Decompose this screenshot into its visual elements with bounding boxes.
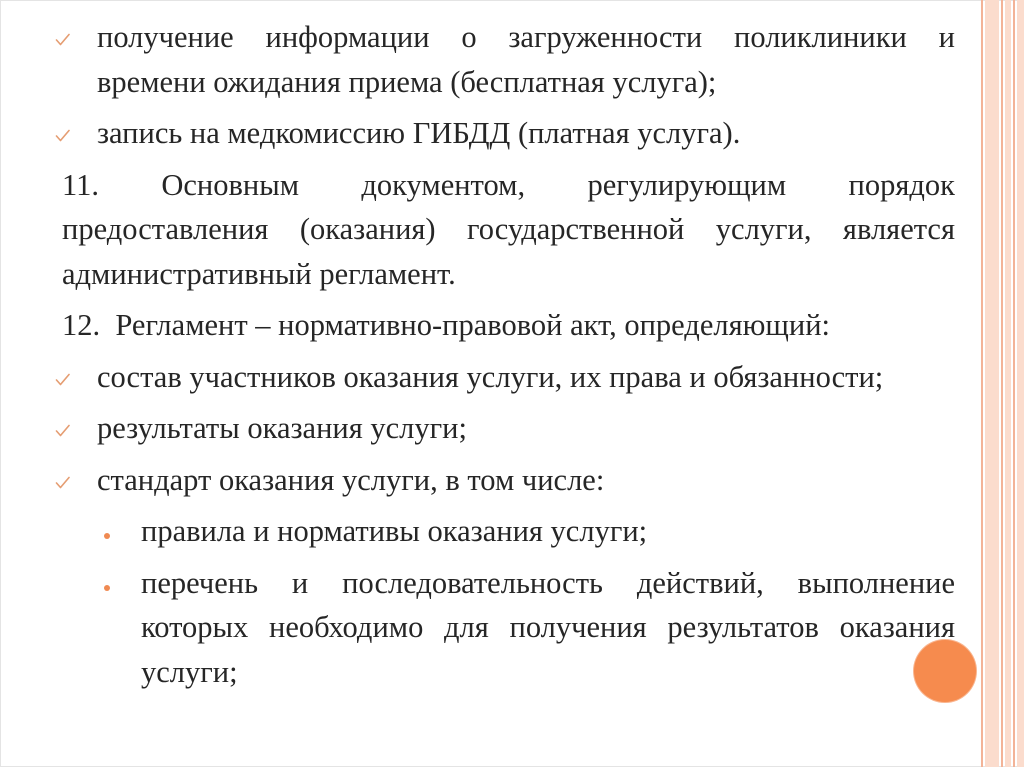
text-line: запись на медкомиссию ГИБДД (платная услуга). — [97, 116, 741, 150]
text-line: получение информации о загруженности поликлиники и — [97, 20, 955, 54]
bullet-dot-icon — [104, 585, 110, 591]
text-line: перечень и последовательность действий, выполнение — [141, 565, 955, 600]
slide-body — [0, 15, 1024, 694]
text-line: времени ожидания приема (бесплатная услуга); — [97, 64, 717, 99]
text-line: услуги; — [141, 654, 238, 689]
check-list-item — [97, 458, 955, 503]
check-icon — [55, 373, 70, 386]
check-icon — [55, 424, 70, 437]
check-icon — [55, 33, 70, 46]
text-line: правила и нормативы оказания услуги; — [141, 514, 648, 548]
text-line: результаты оказания услуги; — [97, 411, 467, 445]
text-line: предоставления (оказания) государственной услуги, является — [62, 212, 955, 246]
check-list-item — [97, 111, 955, 156]
sub-list-item — [141, 561, 955, 695]
check-list-item — [97, 355, 955, 400]
sub-list-item — [141, 509, 955, 554]
text-line: административный регламент. — [62, 256, 456, 291]
text-line: 12. Регламент – нормативно-правовой акт, определяющий: — [62, 308, 830, 342]
text-line: 11. Основным документом, регулирующим порядок — [62, 167, 955, 202]
bullet-dot-icon — [104, 533, 110, 539]
text-line: состав участников оказания услуги, их права и обязанности; — [97, 359, 884, 394]
check-list-item — [97, 15, 955, 104]
numbered-paragraph — [62, 163, 955, 297]
check-icon — [55, 129, 70, 142]
text-line: стандарт оказания услуги, в том числе: — [97, 462, 605, 497]
text-line: которых необходимо для получения результатов оказания — [141, 610, 955, 644]
numbered-paragraph — [62, 303, 955, 348]
check-icon — [55, 476, 70, 489]
check-list-item — [97, 406, 955, 451]
